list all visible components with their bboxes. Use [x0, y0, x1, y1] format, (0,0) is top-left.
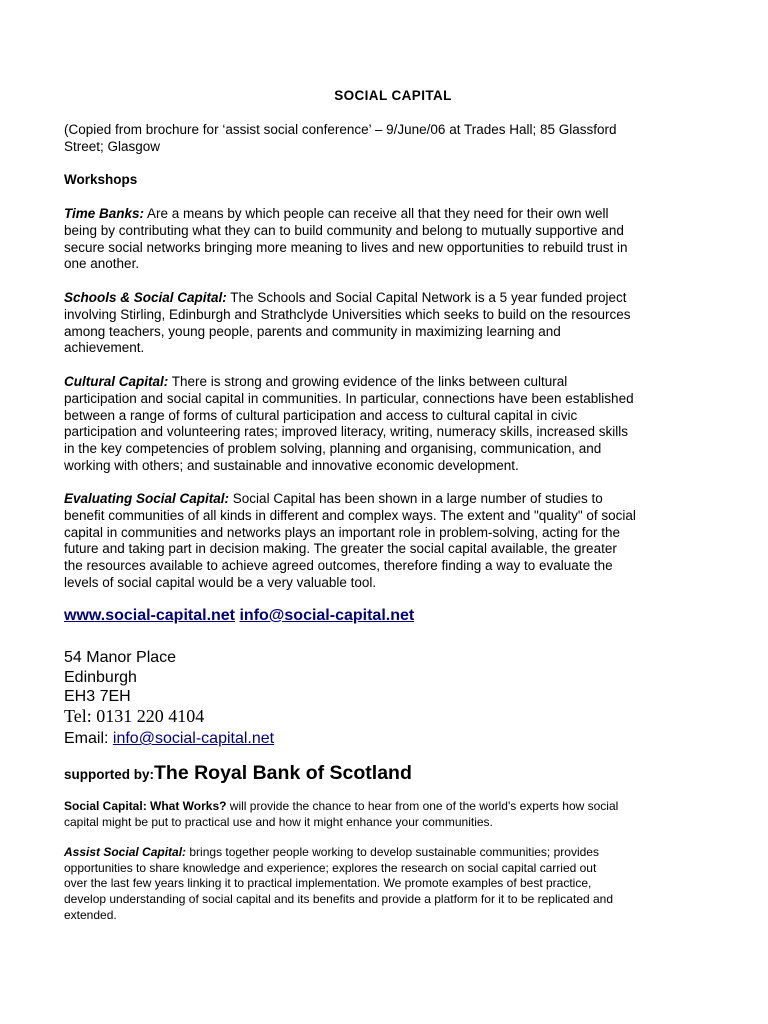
address-line: Edinburgh: [64, 668, 137, 686]
email-address-link[interactable]: info@social-capital.net: [112, 730, 275, 747]
paragraph-line: secure social networks bringing more meaning to lives and new opportunities to rebuild trust in: [64, 239, 628, 255]
paragraph-line: brings together people working to develop sustainable communities; provides: [186, 845, 599, 859]
cultural-capital-paragraph: [64, 374, 724, 475]
paragraph-line: capital might be put to practical use and how it might enhance your communities.: [64, 814, 493, 829]
paragraph-line: participation and social capital in communities. In particular, connections have been established: [64, 390, 634, 406]
paragraph-line: among teachers, young people, parents and community in maximizing learning and: [64, 323, 561, 339]
source-note-line: Street; Glasgow: [64, 138, 161, 154]
email-link[interactable]: info@social-capital.net: [239, 607, 415, 624]
email-line: [64, 729, 274, 749]
schools-label: Schools & Social Capital:: [64, 290, 227, 305]
paragraph-line: working with others; and sustainable and innovative economic development.: [64, 457, 519, 473]
cultural-capital-label: Cultural Capital:: [64, 374, 169, 389]
assist-label: Assist Social Capital:: [64, 845, 187, 859]
paragraph-line: develop understanding of social capital and its benefits and provide a platform for it to be replicated and: [64, 892, 614, 907]
evaluating-label: Evaluating Social Capital:: [64, 491, 230, 506]
paragraph-line: the resources available to achieve agreed outcomes, therefore finding a way to evaluate the: [64, 558, 613, 574]
paragraph-line: in the key competencies of problem solving, planning and organising, communication, and: [64, 441, 602, 457]
page-title: SOCIAL CAPITAL: [334, 88, 452, 103]
paragraph-line: one another.: [64, 256, 140, 272]
paragraph-line: extended.: [64, 907, 117, 922]
paragraph-line: over the last few years linking it to practical implementation. We promote examples of best practice,: [64, 876, 592, 891]
paragraph-line: benefit communities of all kinds in different and complex ways. The extent and "quality" of social: [64, 507, 636, 523]
paragraph-line: between a range of forms of cultural participation and access to cultural capital in civic: [64, 407, 578, 423]
source-note-line: (Copied from brochure for ‘assist social conference’ – 9/June/06 at Trades Hall; 85 Glassford: [64, 122, 617, 137]
address-line: EH3 7EH: [64, 688, 131, 705]
paragraph-line: achievement.: [64, 340, 145, 356]
paragraph-line: involving Stirling, Edinburgh and Strathclyde Universities which seeks to build on the resources: [64, 306, 631, 322]
paragraph-line: Are a means by which people can receive all that they need for their own well: [144, 206, 609, 221]
paragraph-line: There is strong and growing evidence of the links between cultural: [168, 374, 568, 389]
what-works-paragraph: [64, 799, 724, 830]
email-label: Email:: [64, 730, 113, 747]
time-banks-paragraph: [64, 206, 724, 273]
assist-paragraph: [64, 845, 724, 924]
schools-paragraph: [64, 290, 724, 357]
supported-by: [64, 761, 412, 787]
paragraph-line: future and taking part in decision making. The greater the social capital available, the greater: [64, 541, 617, 557]
website-link[interactable]: www.social-capital.net: [64, 607, 236, 624]
paragraph-line: capital in communities and networks plays an important role in problem-solving, acting for the: [64, 524, 621, 540]
paragraph-line: participation and volunteering rates; improved literacy, writing, numeracy skills, increased skills: [64, 424, 628, 440]
paragraph-line: opportunities to share knowledge and experience; explores the research on social capital carried out: [64, 860, 597, 875]
telephone-number: Tel: 0131 220 4104: [64, 706, 205, 726]
evaluating-paragraph: [64, 491, 724, 592]
paragraph-line: being by contributing what they can to build community and belong to mutually supportive and: [64, 222, 624, 238]
workshops-heading: Workshops: [64, 172, 138, 187]
time-banks-label: Time Banks:: [64, 206, 145, 221]
source-note: [64, 122, 724, 156]
sponsor-name: The Royal Bank of Scotland: [154, 762, 412, 784]
paragraph-line: will provide the chance to hear from one of the world's experts how social: [226, 799, 619, 813]
supported-by-label: supported by:: [64, 767, 154, 782]
paragraph-line: Social Capital has been shown in a large number of studies to: [229, 491, 603, 506]
contact-links: [64, 607, 414, 625]
what-works-label: Social Capital: What Works?: [64, 799, 227, 813]
address-line: 54 Manor Place: [64, 649, 177, 666]
address-block: [64, 648, 176, 707]
paragraph-line: levels of social capital would be a very valuable tool.: [64, 574, 377, 590]
paragraph-line: The Schools and Social Capital Network is a 5 year funded project: [226, 290, 627, 305]
